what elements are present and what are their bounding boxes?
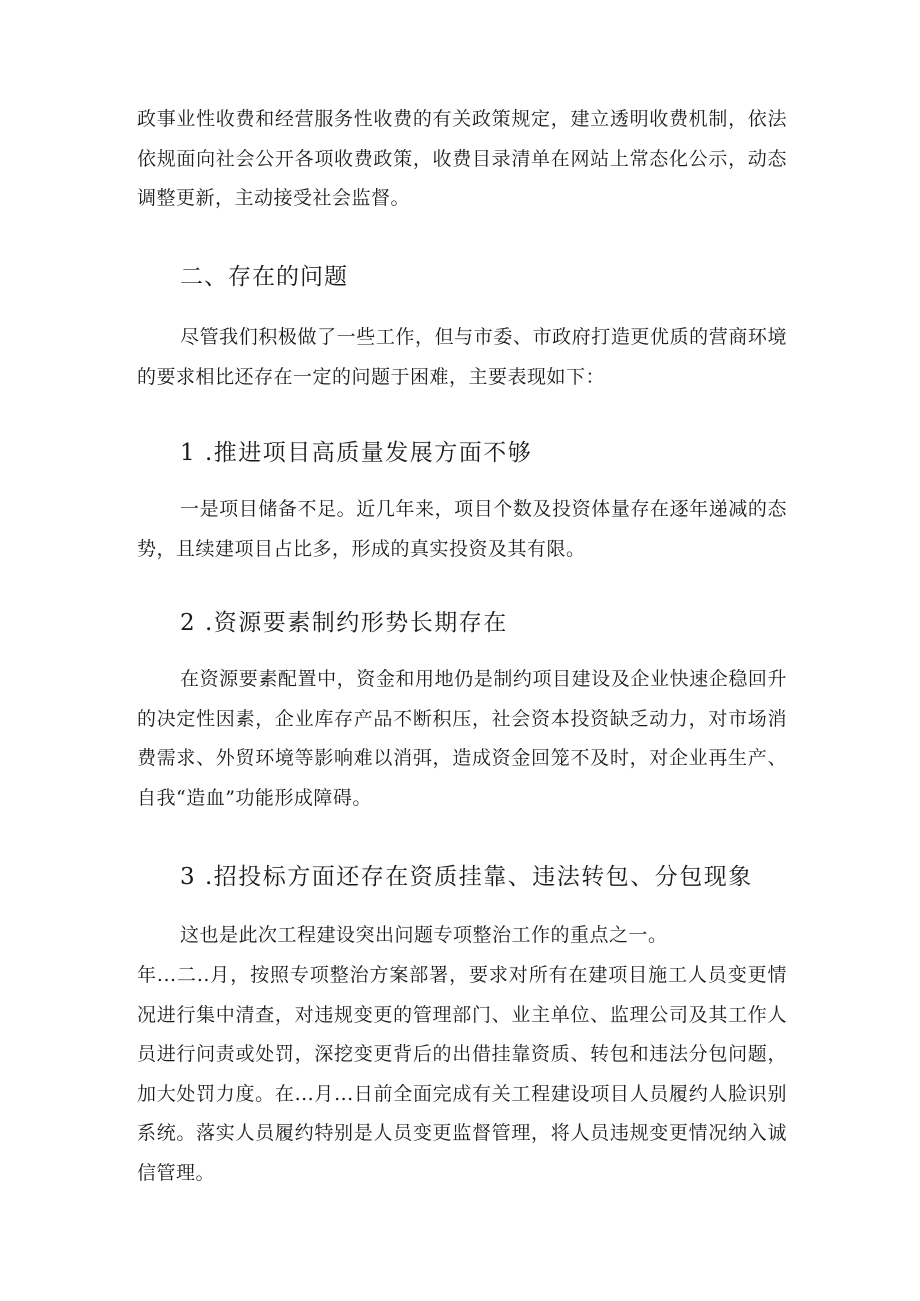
paragraph-item-1: 一是项目储备不足。近几年来，项目个数及投资体量存在逐年递减的态势，且续建项目占比多，形成的真实投资及其有限。 xyxy=(137,498,787,560)
subheading-item-2: 2 .资源要素制约形势长期存在 xyxy=(180,610,508,636)
paragraph-item-3b: 年...二..月，按照专项整治方案部署，要求对所有在建项目施工人员变更情况进行集中清查，对违规变更的管理部门、业主单位、监理公司及其工作人员进行问责或处罚，深挖变更背后的出借挂靠资质、转包和违法分包问题，加大处罚力度。在...月...日前全面完成有关工程建设项目人员履约人脸识别系统。落实人员履约特别是人员变更监督管理，将人员违规变更情况纳入诚信管理。 xyxy=(137,964,787,1184)
subheading-item-1: 1 .推进项目高质量发展方面不够 xyxy=(180,440,533,466)
subheading-item-3: 3 .招投标方面还存在资质挂靠、违法转包、分包现象 xyxy=(180,864,753,890)
section-heading-problems: 二、存在的问题 xyxy=(180,264,348,290)
paragraph-intro: 政事业性收费和经营服务性收费的有关政策规定，建立透明收费机制，依法依规面向社会公开各项收费政策，收费目录清单在网站上常态化公示，动态调整更新，主动接受社会监督。 xyxy=(137,108,787,209)
paragraph-item-3a: 这也是此次工程建设突出问题专项整治工作的重点之一。 xyxy=(180,924,668,946)
paragraph-item-2: 在资源要素配置中，资金和用地仍是制约项目建设及企业快速企稳回升的决定性因素，企业库存产品不断积压，社会资本投资缺乏动力，对市场消费需求、外贸环境等影响难以消弭，造成资金回笼不及时，对企业再生产、自我“造血”功能形成障碍。 xyxy=(137,668,787,809)
paragraph-problems-intro: 尽管我们积极做了一些工作，但与市委、市政府打造更优质的营商环境的要求相比还存在一定的问题于困难，主要表现如下： xyxy=(137,326,787,388)
